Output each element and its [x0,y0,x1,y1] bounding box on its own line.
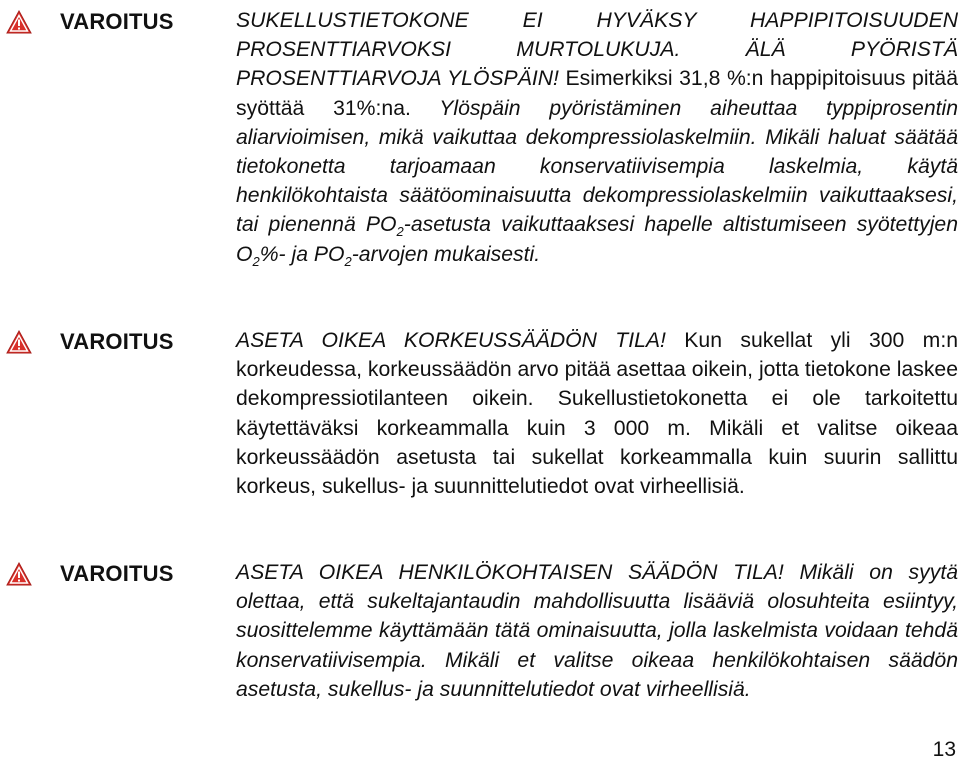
warning-text [236,326,958,501]
warning-text-part: -asetusta vaikuttaaksesi hapelle altistumiseen syötettyjen O [236,213,958,266]
warning-triangle-icon [6,330,32,354]
warning-text-part: Mikäli on syytä olettaa, että sukeltajantaudin mahdollisuutta lisääviä olosuhteita esiintyy, suosittelemme käyttämään tätä ominaisuutta, jolla laskelmista voidaan tehdä konservatiivisempia. Mikäli et valitse oikeaa henkilökohtaisen säädön asetusta, sukellus- ja suunnittelutiedot ovat virheellisiä. [236,561,959,701]
warning-label: VAROITUS [60,329,174,354]
warning-header [6,562,174,586]
subscript: 2 [344,253,352,269]
warning-text-emphasis: ASETA OIKEA KORKEUSSÄÄDÖN TILA! [236,329,666,352]
warning-header [6,10,174,34]
warning-text-emphasis: ASETA OIKEA HENKILÖKOHTAISEN SÄÄDÖN TILA! [236,561,784,584]
warning-text-part: Esimerkiksi 31,8 %:n happipitoisuus pitää syöttää 31%:na. [236,67,958,120]
warning-label: VAROITUS [60,561,174,586]
subscript: 2 [252,253,260,269]
warning-triangle-icon [6,562,32,586]
warning-text-part: Ylöspäin pyöristäminen aiheuttaa typpiprosentin aliarvioimisen, mikä vaikuttaa dekompressiolaskelmiin. Mikäli haluat säätää tietokonetta tarjoamaan konservatiivisempia laskelmia, käytä henkilökohtaista säätöominaisuutta dekompressiolaskelmiin vaikuttaaksesi, tai pienennä PO [236,96,958,237]
warning-header [6,330,174,354]
warning-text-part: %- ja PO [259,242,345,266]
subscript: 2 [396,224,404,240]
warning-text-part: -arvojen mukaisesti. [351,242,541,266]
warning-text [236,558,958,704]
warning-text-emphasis: SUKELLUSTIETOKONE EI HYVÄKSY HAPPIPITOISUUDEN PROSENTTIARVOKSI MURTOLUKUJA. ÄLÄ PYÖRISTÄ PROSENTTIARVOJA YLÖSPÄIN! [236,9,958,91]
warning-triangle-icon [6,10,32,34]
warning-text [236,6,958,269]
warning-text-part: Kun sukellat yli 300 m:n korkeudessa, korkeussäädön arvo pitää asettaa oikein, jotta tietokone laskee dekompressiotilanteen oikein. Sukellustietokonetta ei ole tarkoitettu käytettäväksi korkeammalla kuin 3 000 m. Mikäli et valitse oikeaa korkeussäädön asetusta tai sukellat korkeammalla kuin suurin sallittu korkeus, sukellus- ja suunnittelutiedot ovat virheellisiä. [236,329,958,499]
page-number: 13 [932,738,956,761]
warning-label: VAROITUS [60,9,174,34]
